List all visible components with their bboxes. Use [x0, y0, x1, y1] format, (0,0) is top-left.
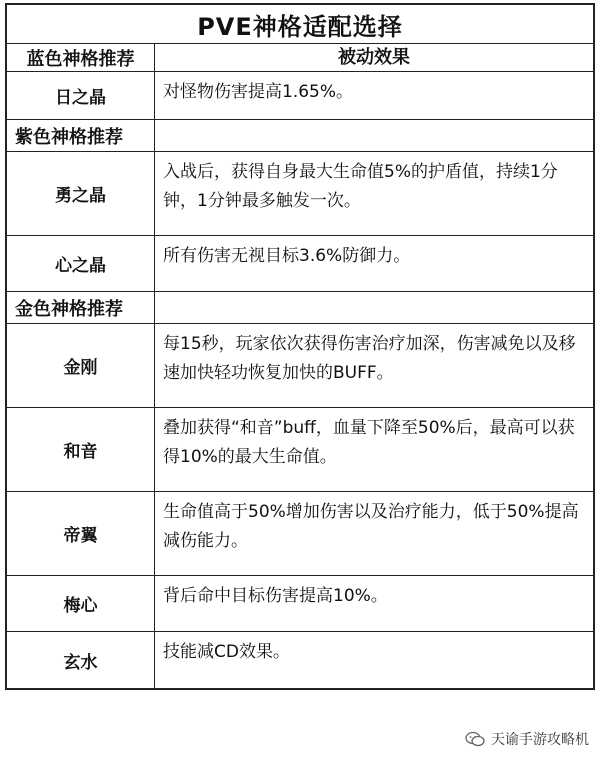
table-row-xin-zhi-jing — [7, 236, 593, 292]
divinity-name: 和音 — [7, 408, 155, 491]
divinity-name: 金刚 — [7, 324, 155, 407]
divinity-effect: 每15秒，玩家依次获得伤害治疗加深，伤害减免以及移速加快轻功恢复加快的BUFF。 — [163, 334, 576, 383]
section-purple-label: 紫色神格推荐 — [7, 120, 155, 151]
section-purple-recommend — [7, 120, 593, 152]
divinity-effect: 背后命中目标伤害提高10%。 — [163, 586, 388, 606]
wechat-icon — [465, 731, 485, 747]
table-row-di-yi — [7, 492, 593, 576]
divinity-name: 玄水 — [7, 632, 155, 688]
pve-divinity-table — [5, 3, 595, 690]
divinity-name: 帝翼 — [7, 492, 155, 575]
header-passive-effect: 被动效果 — [338, 47, 410, 68]
divinity-name: 勇之晶 — [7, 152, 155, 235]
divinity-effect: 所有伤害无视目标3.6%防御力。 — [163, 246, 411, 266]
divinity-name: 心之晶 — [7, 236, 155, 291]
table-row-xuan-shui — [7, 632, 593, 688]
header-blue-recommend: 蓝色神格推荐 — [7, 44, 155, 71]
section-gold-recommend — [7, 292, 593, 324]
table-row-ri-zhi-jing — [7, 72, 593, 120]
divinity-effect: 生命值高于50%增加伤害以及治疗能力，低于50%提高减伤能力。 — [163, 502, 579, 551]
divinity-name: 日之晶 — [7, 72, 155, 119]
table-row-mei-xin — [7, 576, 593, 632]
table-header-row — [7, 44, 593, 72]
table-row-yong-zhi-jing — [7, 152, 593, 236]
divinity-effect: 对怪物伤害提高1.65%。 — [163, 82, 354, 102]
watermark-text: 天谕手游攻略机 — [491, 732, 589, 748]
divinity-effect: 叠加获得“和音”buff，血量下降至50%后，最高可以获得10%的最大生命值。 — [163, 418, 575, 467]
divinity-name: 梅心 — [7, 576, 155, 631]
divinity-effect: 技能减CD效果。 — [163, 642, 290, 662]
divinity-effect: 入战后，获得自身最大生命值5%的护盾值，持续1分钟，1分钟最多触发一次。 — [163, 162, 558, 211]
table-row-he-yin — [7, 408, 593, 492]
table-title: PVE神格适配选择 — [7, 5, 593, 44]
section-gold-label: 金色神格推荐 — [7, 292, 155, 323]
watermark — [465, 729, 589, 749]
table-row-jin-gang — [7, 324, 593, 408]
